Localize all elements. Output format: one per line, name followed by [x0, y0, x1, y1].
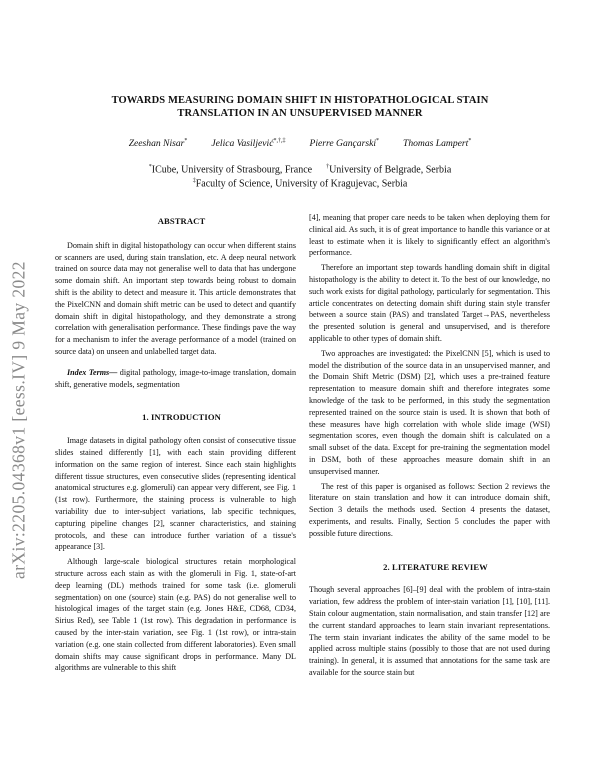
author-name: Jelica Vasiljević — [211, 138, 274, 150]
arxiv-identifier: arXiv:2205.04368v1 [eess.IV] 9 May 2022 — [8, 261, 29, 579]
title-line-2: TRANSLATION IN AN UNSUPERVISED MANNER — [177, 108, 423, 119]
author-name: Zeeshan Nisar — [128, 138, 185, 150]
affiliation-sup: * — [148, 164, 152, 170]
literature-review-heading: 2. LITERATURE REVIEW — [383, 561, 488, 572]
paper-title — [60, 94, 540, 120]
left-column — [55, 216, 296, 674]
author — [309, 138, 379, 149]
body-paragraph-1: [4], meaning that proper care needs to be taken when deploying them for clinical aid. As such, it is of great importance to handle this variance or at least to estimate when it is likely to significantly effect an algorithm's performance. — [309, 213, 550, 258]
author — [129, 138, 188, 149]
author-name: Thomas Lampert — [403, 138, 469, 150]
literature-review-paragraph: Though several approaches [6]–[9] deal with the problem of intra-stain variation, few address the problem of inter-stain variation [1], [10], [11]. Stain colour augmentation, stain normalisation, and stain transfer [12] are the current standard approaches to learn stain invariant representations. The term stain invariant indicates the ability of the same model to be applied across multiple stains (possibly to those that are not used during training). In general, it is assumed that annotations for the same task are available for the source stain but — [309, 585, 550, 677]
author-sup: * — [468, 138, 472, 144]
index-terms — [55, 367, 296, 391]
affiliation-sup: ‡ — [192, 178, 196, 184]
affiliation-icube: ICube, University of Strasbourg, France — [151, 164, 313, 176]
body-paragraph-4: The rest of this paper is organised as follows: Section 2 reviews the literature on stain translation and how it can introduce domain shift, Section 3 details the methods used. Section 4 presents the dataset, experiments, and results. Finally, Section 5 concludes the paper with possible future directions. — [309, 481, 550, 538]
intro-paragraph-2: Although large-scale biological structures retain morphological structure across each stain as with the glomeruli in Fig. 1, state-of-art deep learning (DL) methods trained for some task (i.e. glomeruli segmentation) on one (source) stain (e.g. PAS) do not generalise well to histological images of the target stain (e.g. Jones H&E, CD68, CD34, Sirius Red), see Table 1 (1st row). This degradation in performance is caused by the inter-stain variation, see Fig. 1 (1st row), or intra-stain variation (e.g. one stain collected from different laboratories). Even small domain shifts may cause significant drops in performance. Many DL algorithms are vulnerable to this shift — [55, 557, 296, 673]
author — [211, 138, 285, 149]
author-sup: *,†,‡ — [273, 138, 286, 144]
author-name: Pierre Gançarski — [309, 138, 376, 150]
author-sup: * — [184, 138, 188, 144]
author-list — [60, 138, 540, 149]
index-terms-label: Index Terms— — [67, 367, 118, 377]
title-line-1: TOWARDS MEASURING DOMAIN SHIFT IN HISTOPATHOLOGICAL STAIN — [111, 95, 489, 106]
intro-heading: 1. INTRODUCTION — [142, 412, 221, 423]
author — [403, 138, 471, 149]
affiliation-belgrade: University of Belgrade, Serbia — [329, 164, 452, 176]
index-terms-text: digital pathology, image-to-image translation, domain shift, generative models, segmentation — [55, 367, 297, 389]
affiliation-line-2 — [60, 178, 540, 189]
affiliation-kragujevac: Faculty of Science, University of Kragujevac, Serbia — [195, 178, 408, 190]
affiliation-line-1 — [60, 164, 540, 175]
right-column — [309, 212, 550, 679]
abstract-text: Domain shift in digital histopathology can occur when different stains or scanners are used, during stain translation, etc. A deep neural network trained on source data may not generalise well to data that has undergone some domain shift. An important step towards being robust to domain shift is the ability to detect and measure it. This article demonstrates that the PixelCNN and domain shift metric can be used to detect and quantify domain shift in digital histopathology, and they demonstrate a strong correlation with generalisation performance. These findings pave the way for a mechanism to infer the average performance of a model (trained on source data) on unseen and unlabelled target data. — [55, 240, 296, 356]
body-paragraph-2: Therefore an important step towards handling domain shift in digital histopathology is the ability to detect it. To the best of our knowledge, no such work exists for digital pathology, particularly for segmentation. This article concentrates on detecting domain shift during stain style transfer between a source stain (PAS) and translated Target→PAS, nevertheless the presented solution is general and unsupervised, and is therefore applicable to other types of domain shift. — [309, 263, 550, 343]
abstract-heading: ABSTRACT — [157, 216, 206, 226]
intro-paragraph-1: Image datasets in digital pathology often consist of consecutive tissue slides stained differently [1], with each stain providing different information on the same region of interest. Since each stain highlights different tissue structures, even consecutive slides (representing identical anatomical structures e.g. glomeruli) can appear very different, see Fig. 1 (1st row). Furthermore, the staining process is vulnerable to high variability due to inter-subject variations, lab specific techniques, capturing pipeline changes [2], scanner characteristics, and staining protocols, and these can introduce further variation of a tissue's appearance [3]. — [55, 436, 296, 552]
author-sup: * — [376, 138, 379, 144]
body-paragraph-3: Two approaches are investigated: the PixelCNN [5], which is used to model the distribution of the source data in an unsupervised manner, and the Domain Shift Metric (DSM) [2], which uses a pre-trained feature representation to measure domain shift and therefore integrates some knowledge of the task to be performed, in this study the segmentation represented trained on the source stain is used. It is shown that both of these measures have high correlation with whole slide image (WSI) segmentation scores, even though the domain shift is calculated on a small subset of the data. Except for pre-training the segmentation model in DSM, both of these approaches measure domain shift in an unsupervised manner. — [309, 348, 550, 476]
affiliation-sup: † — [326, 164, 330, 170]
